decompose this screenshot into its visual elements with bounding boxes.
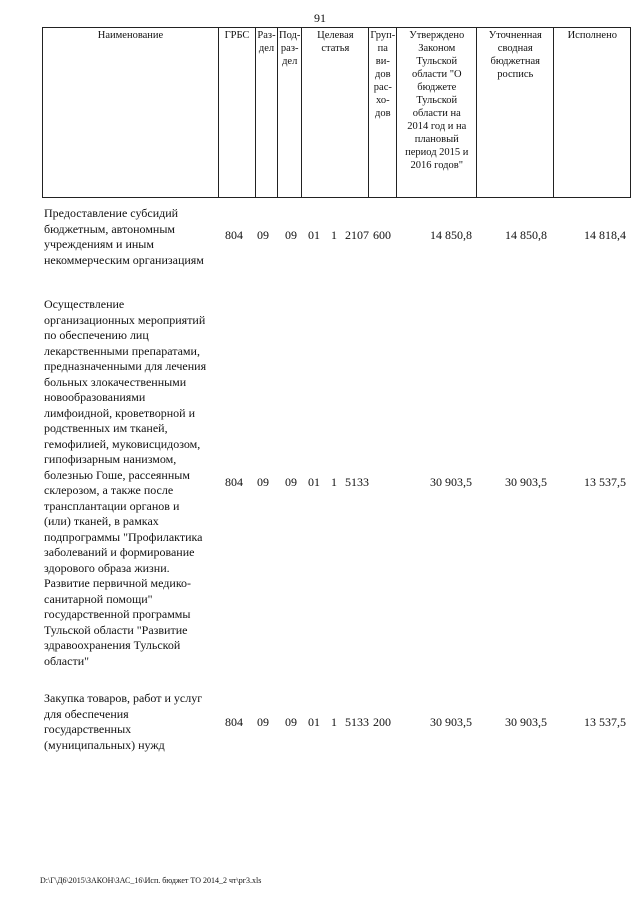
cell-grbs: 804 [225,475,243,489]
cell-target-article-2: 1 [331,715,337,729]
header-gruppa-vidov-rashodov: Груп- па ви- дов рас- хо- дов [369,28,397,198]
row-values [42,228,632,244]
cell-podrazdel: 09 [285,228,297,242]
cell-expense-type: 200 [373,715,391,729]
cell-razdel: 09 [257,715,269,729]
row-values [42,475,632,491]
row-name: Осуществление организационных мероприятий по обеспечению лиц лекарственными препаратами, предназначенными для лечения больных злокачественными новообразованиями лимфоидной, кроветворной и родственных им тканей, гемофилией, муковисцидозом, гипофизарным нанизмом, болезнью Гоше, рассеянным склерозом, а также после трансплантации органов и (или) тканей, в рамках подпрограммы "Профилактика заболеваний и формирование здорового образа жизни. Развитие первичной медико- санитарной помощи" государственной программы Тульской области "Развитие здравоохранения Тульской области" [44,297,207,668]
cell-target-article-2: 1 [331,228,337,242]
cell-executed: 14 818,4 [584,228,626,242]
cell-target-article-3: 2107 [345,228,369,242]
header-ispolneno: Исполнено [554,28,631,198]
cell-grbs: 804 [225,715,243,729]
row-values [42,715,632,731]
table-header [42,27,631,198]
cell-podrazdel: 09 [285,715,297,729]
cell-refined: 14 850,8 [505,228,547,242]
header-name: Наименование [43,28,219,198]
row-name: Закупка товаров, работ и услуг для обеспечения государственных (муниципальных) нужд [44,691,203,752]
header-razdel: Раз- дел [256,28,278,198]
page-number: 91 [314,11,326,25]
cell-target-article-1: 01 [308,715,320,729]
cell-executed: 13 537,5 [584,715,626,729]
cell-approved: 30 903,5 [430,475,472,489]
cell-approved: 14 850,8 [430,228,472,242]
file-path-footer: D:\Г\Д6\2015\ЗАКОН\ЗАС_16\Исп. бюджет ТО 2014_2 чт\рг3.xls [40,876,262,885]
cell-refined: 30 903,5 [505,475,547,489]
cell-approved: 30 903,5 [430,715,472,729]
header-podrazdel: Под- раз- дел [278,28,302,198]
cell-podrazdel: 09 [285,475,297,489]
cell-executed: 13 537,5 [584,475,626,489]
cell-target-article-3: 5133 [345,715,369,729]
row-name: Предоставление субсидий бюджетным, автономным учреждениям и иным некоммерческим организациям [44,206,204,267]
cell-refined: 30 903,5 [505,715,547,729]
header-utverzhdeno: Утверждено Законом Тульской области "О бюджете Тульской области на 2014 год и на плановый период 2015 и 2016 годов" [397,28,477,198]
cell-target-article-3: 5133 [345,475,369,489]
cell-expense-type: 600 [373,228,391,242]
cell-target-article-2: 1 [331,475,337,489]
header-utochnennaya: Уточненная сводная бюджетная роспись [477,28,554,198]
cell-target-article-1: 01 [308,228,320,242]
header-grbs: ГРБС [219,28,256,198]
cell-razdel: 09 [257,228,269,242]
cell-grbs: 804 [225,228,243,242]
cell-razdel: 09 [257,475,269,489]
cell-target-article-1: 01 [308,475,320,489]
header-celevaya-statya: Целевая статья [302,28,369,198]
